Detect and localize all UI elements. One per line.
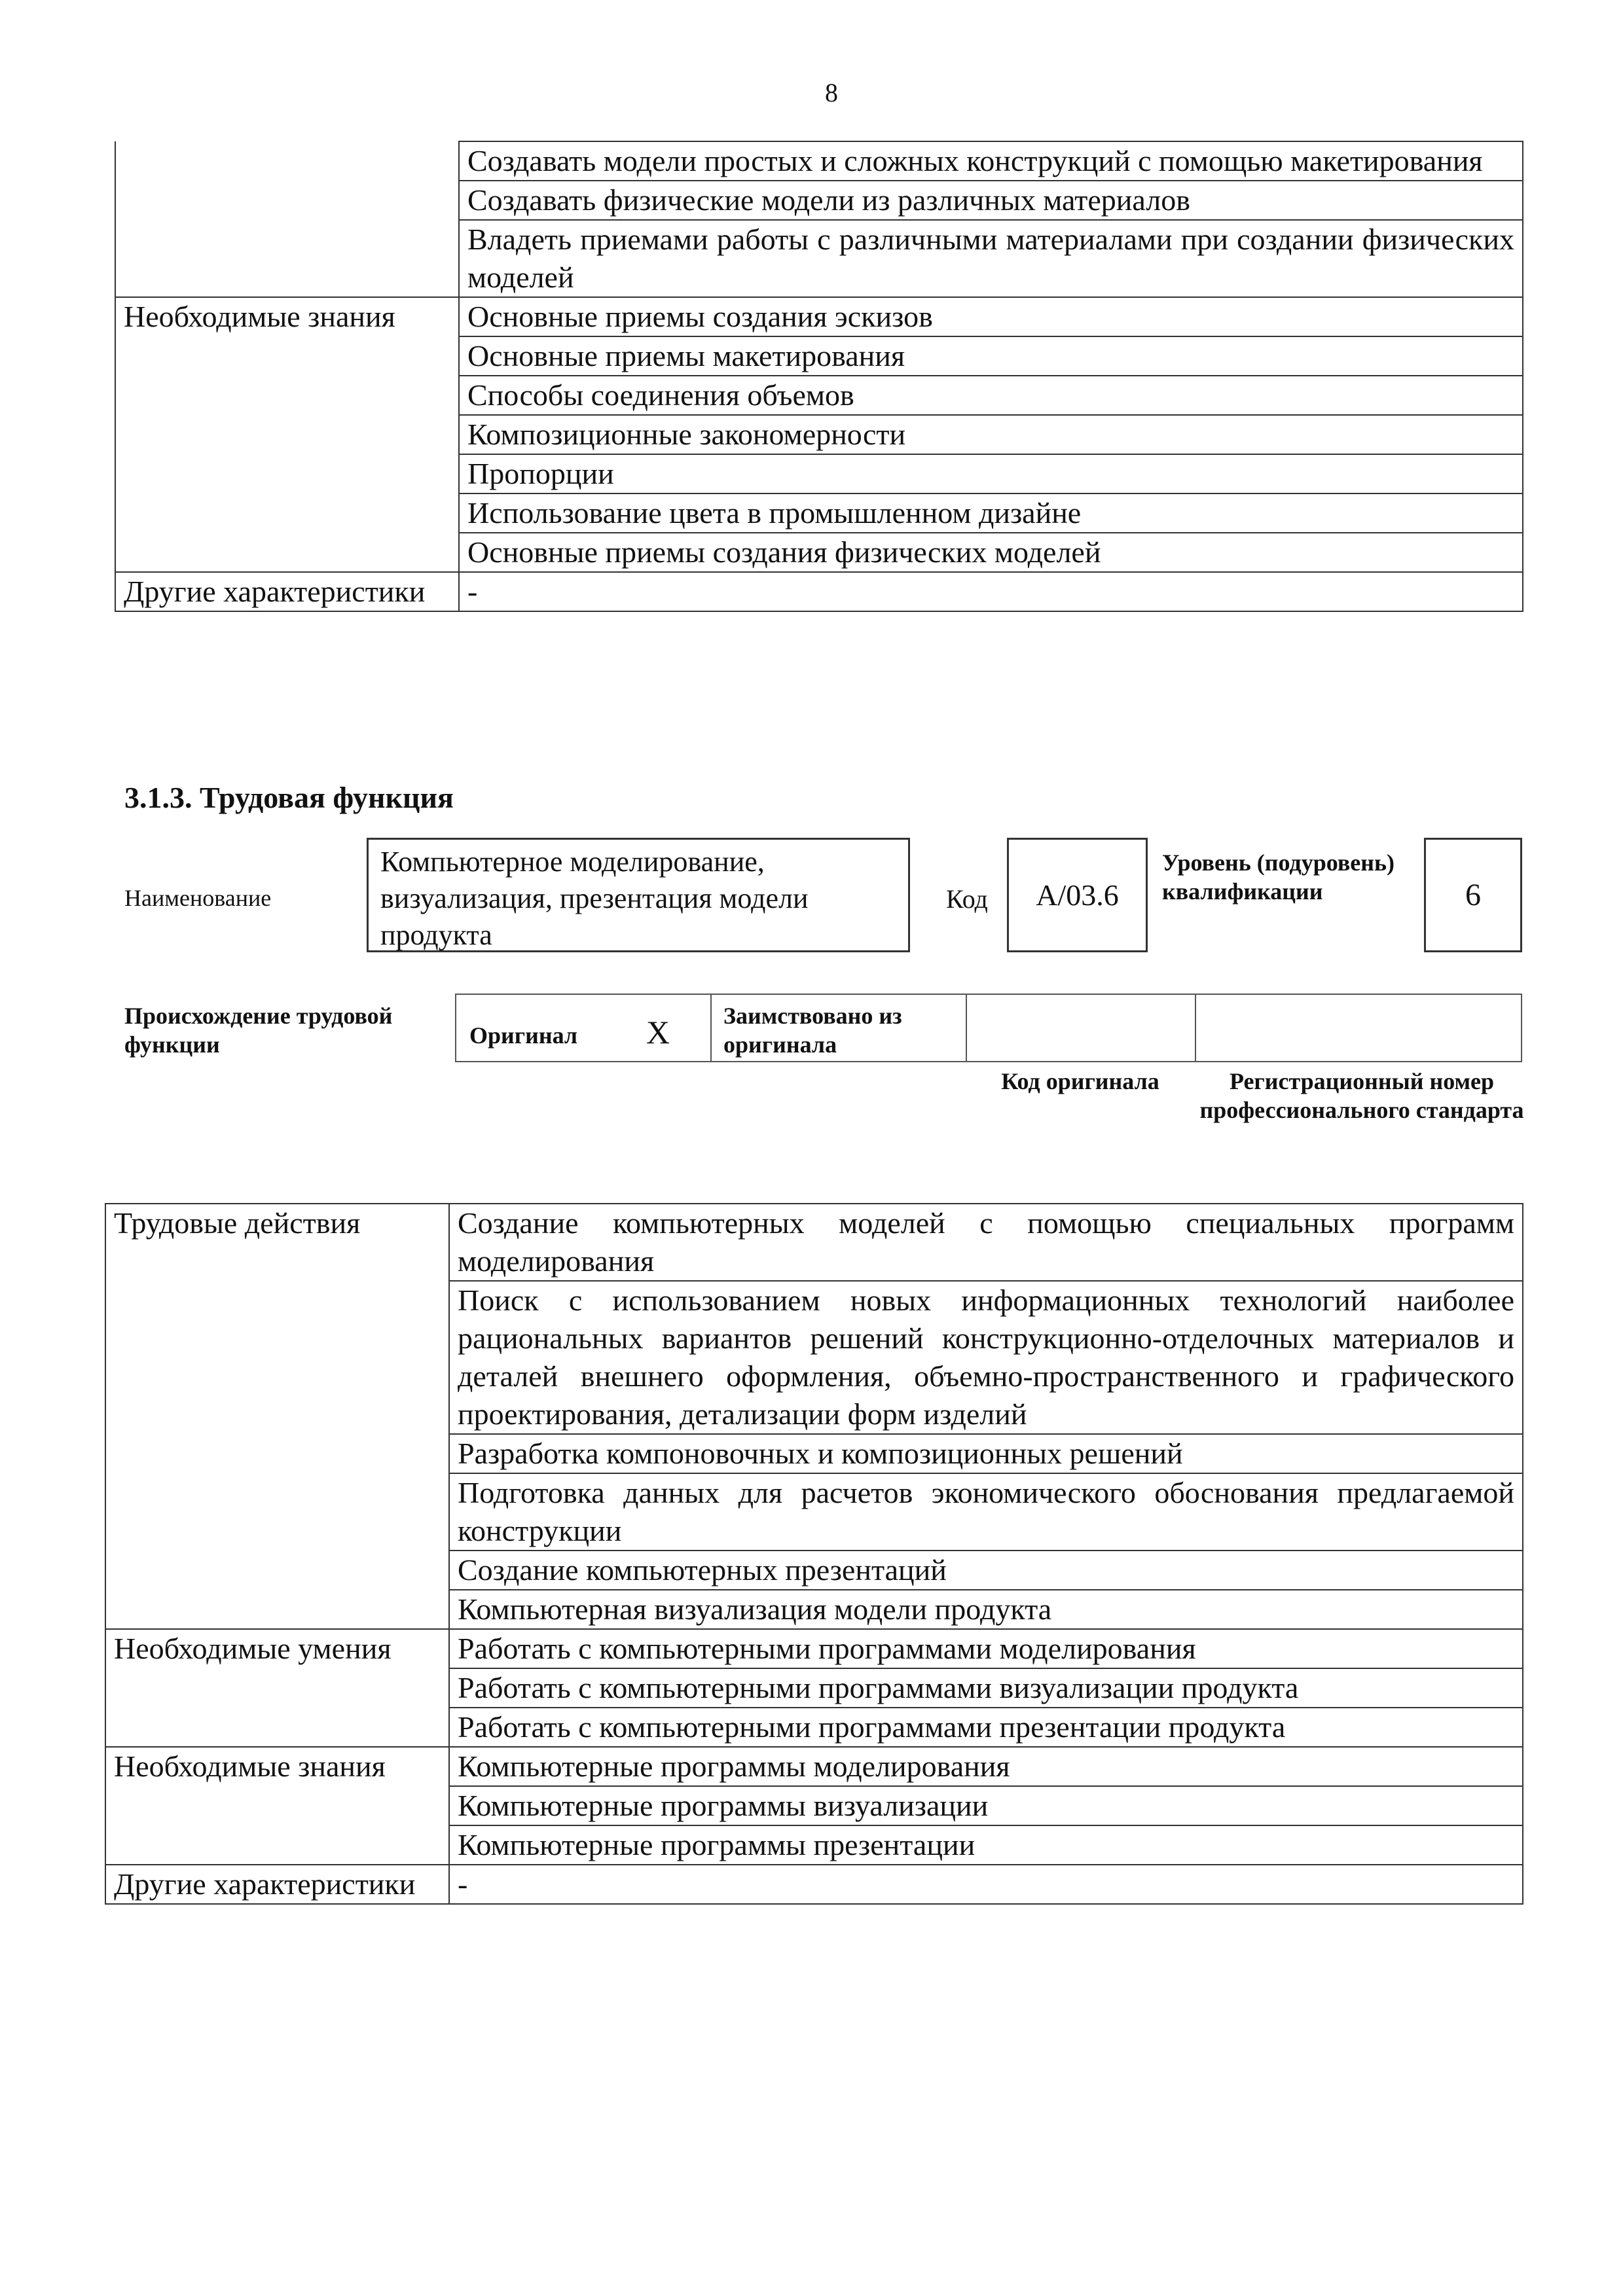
row-label: Трудовые действия: [105, 1204, 449, 1629]
row-item: Способы соединения объемов: [459, 376, 1523, 415]
name-label: Наименование: [124, 885, 272, 911]
row-label: Другие характеристики: [105, 1865, 449, 1904]
row-item: Компьютерные программы презентации: [449, 1825, 1523, 1865]
top-table-body: [115, 141, 1523, 611]
row-item: Создавать физические модели из различных материалов: [459, 181, 1523, 220]
table-row: [115, 572, 1523, 611]
row-item: Основные приемы макетирования: [459, 336, 1523, 376]
row-label: Другие характеристики: [115, 572, 459, 611]
row-item: Компьютерные программы моделирования: [449, 1747, 1523, 1786]
original-cell: [456, 995, 712, 1061]
function-name-box: Компьютерное моделирование, визуализация, презентация модели продукта: [367, 838, 910, 952]
row-item: Компьютерная визуализация модели продукта: [449, 1590, 1523, 1629]
code-original-caption: Код оригинала: [1001, 1068, 1159, 1094]
row-item: Создание компьютерных моделей с помощью специальных программ моделирования: [449, 1204, 1523, 1281]
row-item: -: [449, 1865, 1523, 1904]
table-row: [105, 1204, 1523, 1281]
row-item: Владеть приемами работы с различными материалами при создании физических моделей: [459, 220, 1523, 297]
bottom-table-body: [105, 1204, 1523, 1904]
row-label: Необходимые знания: [115, 297, 459, 572]
row-item: Подготовка данных для расчетов экономического обоснования предлагаемой конструкции: [449, 1473, 1523, 1551]
reg-number-caption: Регистрационный номер профессионального стандарта: [1199, 1068, 1524, 1123]
row-item: Композиционные закономерности: [459, 415, 1523, 454]
code-label: Код: [946, 884, 988, 914]
row-item: Основные приемы создания физических моделей: [459, 533, 1523, 572]
row-item: Использование цвета в промышленном дизайне: [459, 493, 1523, 533]
row-item: Основные приемы создания эскизов: [459, 297, 1523, 336]
code-value-box: A/03.6: [1007, 838, 1148, 952]
origin-label: Происхождение трудовой функции: [124, 1003, 393, 1058]
table-row: [105, 1747, 1523, 1786]
level-label: Уровень (подуровень) квалификации: [1162, 850, 1395, 905]
borrowed-cell: [712, 995, 967, 1061]
origin-row: [455, 994, 1522, 1062]
table-row: [115, 297, 1523, 336]
borrowed-label: Заимствовано из оригинала: [723, 1003, 902, 1058]
row-label: [115, 141, 459, 297]
row-label: Необходимые знания: [105, 1747, 449, 1865]
table-row: [115, 141, 1523, 181]
table-row: [105, 1629, 1523, 1668]
original-mark: X: [646, 1014, 670, 1050]
bottom-requirements-table: [105, 1203, 1523, 1905]
row-item: Создавать модели простых и сложных конструкций с помощью макетирования: [459, 141, 1523, 181]
top-requirements-table: [115, 141, 1523, 612]
row-item: Работать с компьютерными программами моделирования: [449, 1629, 1523, 1668]
row-item: Создание компьютерных презентаций: [449, 1551, 1523, 1590]
row-label: Необходимые умения: [105, 1629, 449, 1747]
page-number: 8: [825, 78, 838, 107]
reg-number-cell: [1196, 995, 1523, 1061]
row-item: Поиск с использованием новых информационных технологий наиболее рациональных вариантов решений конструкционно-отделочных материалов и деталей внешнего оформления, объемно-пространственного и графического проектирования, детализации форм изделий: [449, 1281, 1523, 1434]
row-item: Пропорции: [459, 454, 1523, 493]
row-item: Работать с компьютерными программами визуализации продукта: [449, 1668, 1523, 1708]
row-item: Разработка компоновочных и композиционных решений: [449, 1434, 1523, 1473]
row-item: -: [459, 572, 1523, 611]
code-original-cell: [967, 995, 1196, 1061]
row-item: Работать с компьютерными программами презентации продукта: [449, 1708, 1523, 1747]
level-value-box: 6: [1424, 838, 1522, 952]
row-item: Компьютерные программы визуализации: [449, 1786, 1523, 1825]
table-row: [105, 1865, 1523, 1904]
original-label: Оригинал: [469, 1022, 578, 1049]
section-title: 3.1.3. Трудовая функция: [124, 781, 454, 814]
